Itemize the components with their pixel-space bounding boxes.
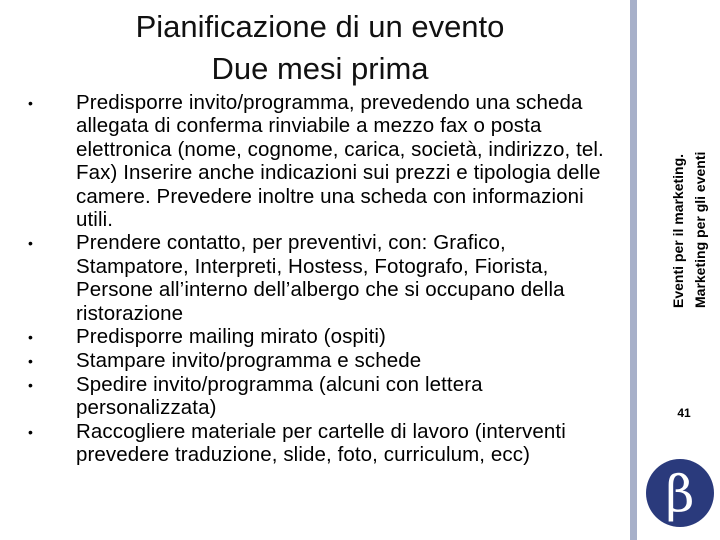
slide-title-line-2: Due mesi prima: [211, 51, 429, 86]
sidebar-accent-bar: [630, 0, 637, 540]
bullet-list: [24, 91, 624, 467]
bullet-item: [24, 349, 624, 373]
bullet-marker: •: [28, 95, 33, 111]
bullet-item: [24, 325, 624, 349]
bullet-marker: •: [28, 353, 33, 370]
bullet-marker: •: [28, 329, 33, 346]
bullet-text: Raccogliere materiale per cartelle di lavoro (interventi prevedere traduzione, slide, foto, curriculum, ecc): [76, 419, 566, 467]
bullet-item: [24, 91, 624, 231]
bullet-item: [24, 373, 624, 420]
sidebar-label-line-2: Marketing per gli eventi: [692, 151, 708, 308]
sidebar-label-svg: [648, 0, 720, 315]
sidebar-vertical-label: [648, 0, 720, 315]
bullet-text: Spedire invito/programma (alcuni con lettera personalizzata): [76, 373, 483, 420]
slide-title: [60, 6, 580, 90]
bullet-text: Predisporre mailing mirato (ospiti): [76, 325, 386, 349]
bullet-text: Stampare invito/programma e schede: [76, 349, 422, 373]
slide-title-line-1: Pianificazione di un evento: [135, 9, 505, 44]
bullet-marker: •: [28, 235, 33, 252]
bullet-marker: •: [28, 423, 33, 440]
bullet-item: [24, 231, 624, 325]
sidebar-label-line-1: Eventi per il marketing.: [670, 153, 686, 308]
bullet-item: [24, 420, 624, 467]
logo-glyph: β: [665, 465, 695, 523]
bullet-text: Predisporre invito/programma, prevedendo una scheda allegata di conferma rinviabile a mezzo fax o posta elettronica (nome, cognome, carica, società, indirizzo, tel. Fax) Inserire anche indicazioni sui prezzi e tipologia delle camere. Prevedere inoltre una scheda con informazioni utili.: [76, 91, 604, 232]
bullet-marker: •: [28, 377, 33, 394]
page-number: 41: [677, 406, 691, 420]
bullet-text: Prendere contatto, per preventivi, con: Grafico, Stampatore, Interpreti, Hostess, Fotografo, Fiorista, Persone all’interno dell’albergo che si occupano della ristorazione: [76, 231, 565, 325]
beta-logo-icon: [644, 455, 716, 536]
